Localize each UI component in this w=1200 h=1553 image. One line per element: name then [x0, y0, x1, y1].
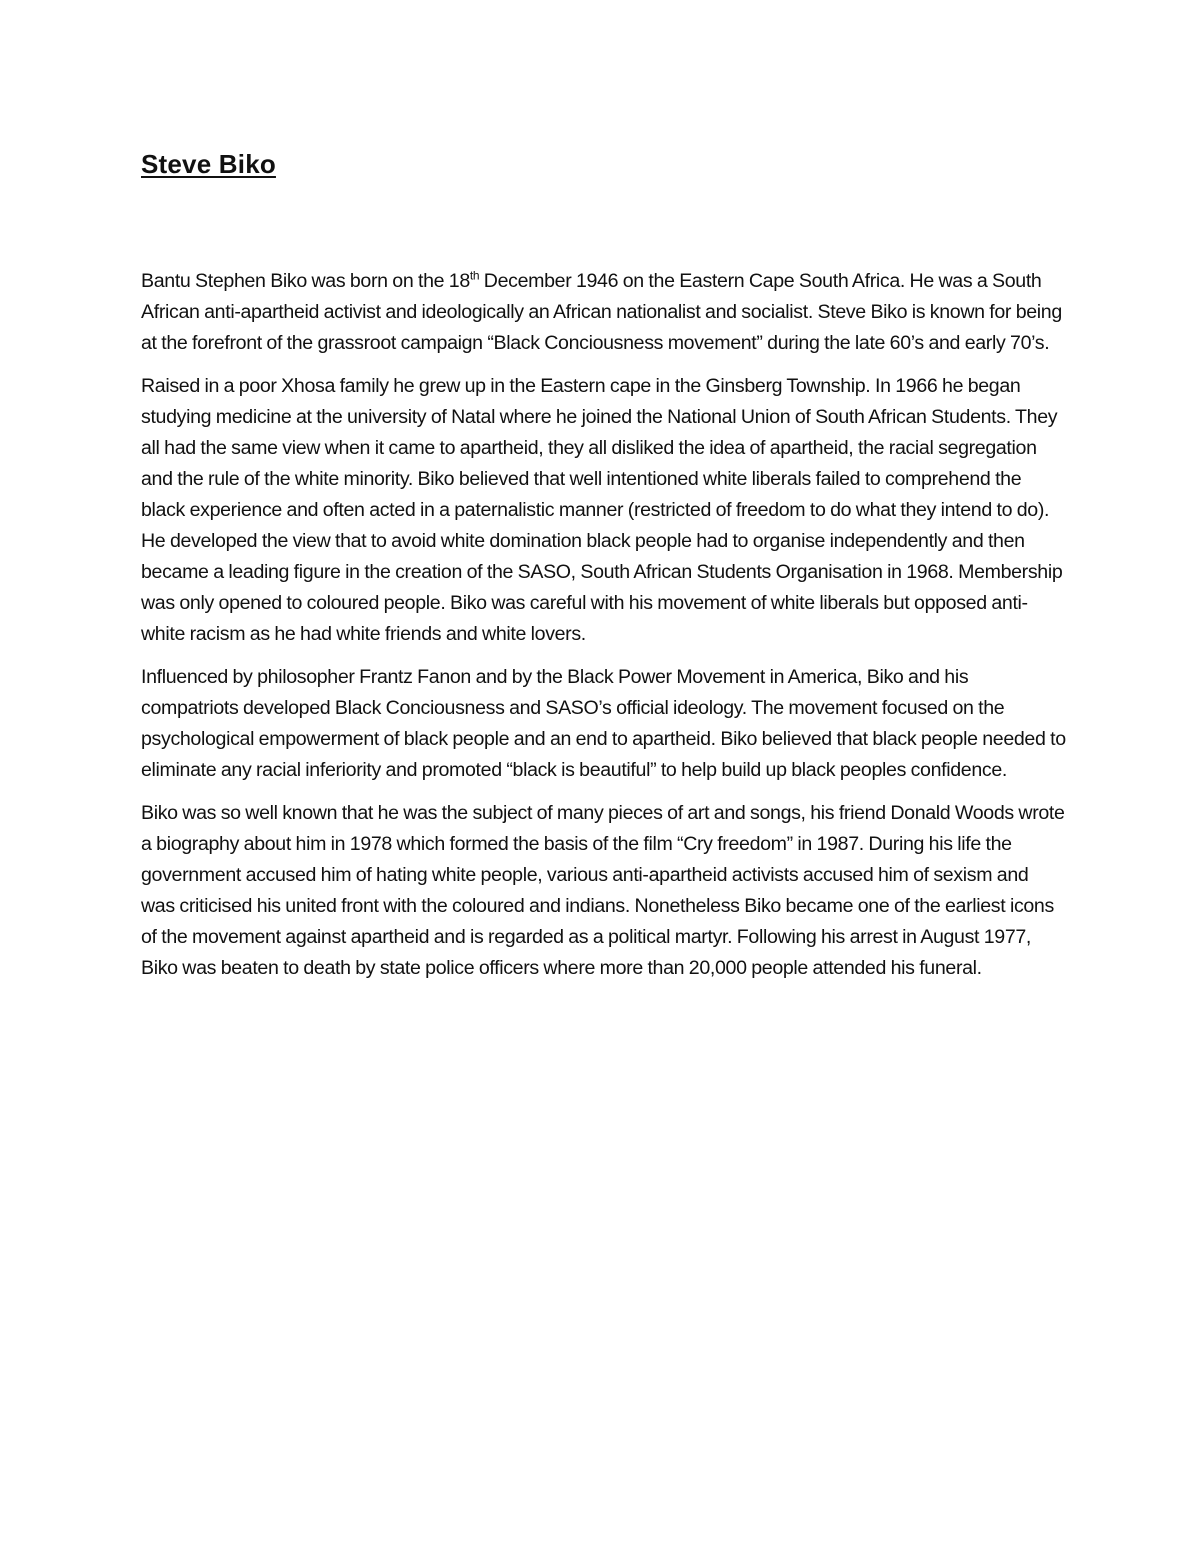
paragraph-3: Influenced by philosopher Frantz Fanon and by the Black Power Movement in America, Biko and his compatriots developed Black Conciousness and SASO’s official ideology. The movement focused on the psychological empowerment of black people and an end to apartheid. Biko believed that black people needed to eliminate any racial inferiority and promoted “black is beautiful” to help build up black peoples confidence. — [141, 666, 1066, 781]
document-title: Steve Biko — [141, 149, 276, 179]
paragraph-2: Raised in a poor Xhosa family he grew up in the Eastern cape in the Ginsberg Township. In 1966 he began studying medicine at the university of Natal where he joined the National Union of South African Students. They all had the same view when it came to apartheid, they all disliked the idea of apartheid, the racial segregation and the rule of the white minority. Biko believed that well intentioned white liberals failed to comprehend the black experience and often acted in a paternalistic manner (restricted of freedom to do what they intend to do). He developed the view that to avoid white domination black people had to organise independently and then became a leading figure in the creation of the SASO, South African Students Organisation in 1968. Membership was only opened to coloured people. Biko was careful with his movement of white liberals but opposed anti-white racism as he had white friends and white lovers. — [141, 375, 1063, 645]
document-body — [141, 146, 1066, 996]
paragraph-1 — [141, 266, 1066, 359]
paragraph-1-text-start: Bantu Stephen Biko was born on the 18 — [141, 270, 470, 292]
ordinal-superscript: th — [469, 268, 480, 283]
paragraph-1-text-end: December 1946 on the Eastern Cape South Africa. He was a South African anti-apartheid activist and ideologically an African nationalist and socialist. Steve Biko is known for being at the forefront of the grassroot campaign “Black Conciousness movement” during the late 60’s and early 70’s. — [141, 270, 1062, 354]
paragraph-4: Biko was so well known that he was the subject of many pieces of art and songs, his friend Donald Woods wrote a biography about him in 1978 which formed the basis of the film “Cry freedom” in 1987. During his life the government accused him of hating white people, various anti-apartheid activists accused him of sexism and was criticised his united front with the coloured and indians. Nonetheless Biko became one of the earliest icons of the movement against apartheid and is regarded as a political martyr. Following his arrest in August 1977, Biko was beaten to death by state police officers where more than 20,000 people attended his funeral. — [141, 802, 1065, 979]
